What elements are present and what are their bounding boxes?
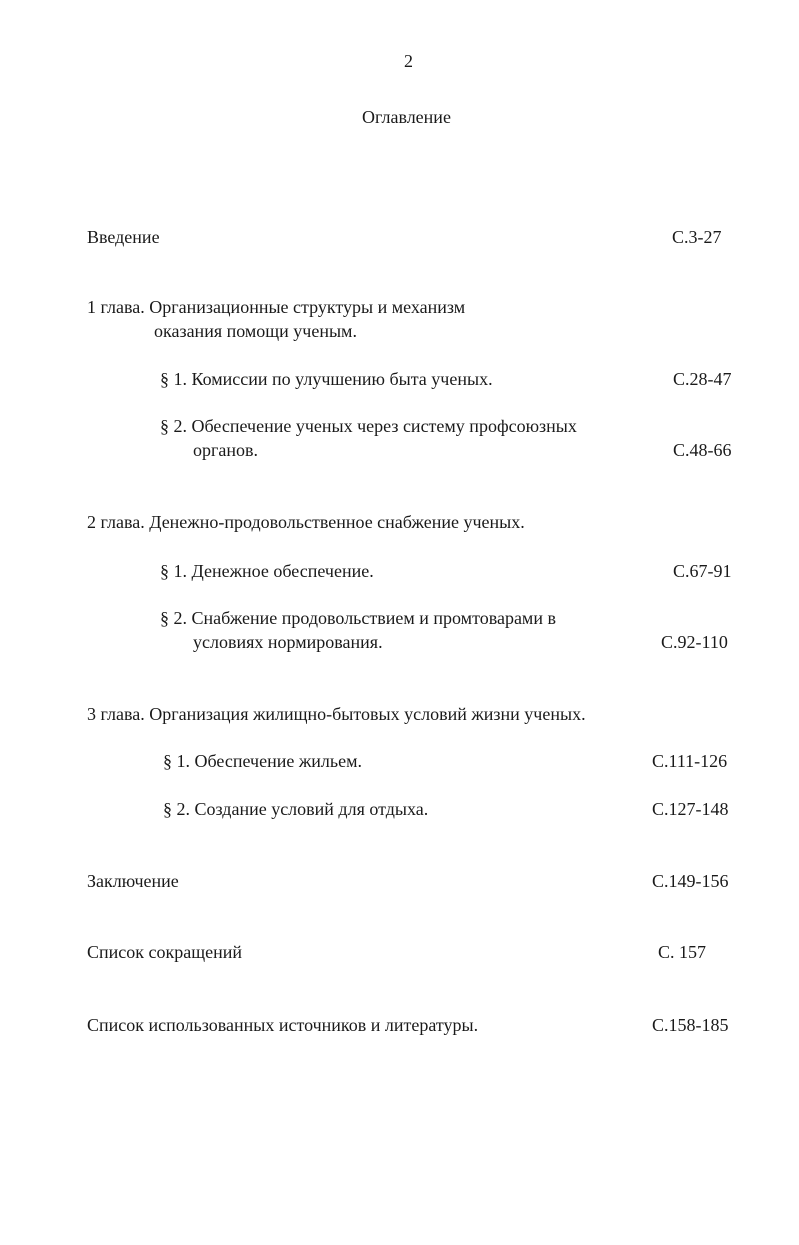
toc-entry-abbreviations-pages: С. 157	[658, 942, 707, 962]
toc-entry-abbreviations-label: Список сокращений	[87, 942, 242, 962]
toc-ch2-section-2-label: § 2. Снабжение продовольствием и промтоварами в	[160, 608, 556, 628]
toc-chapter-2-label: 2 глава. Денежно-продовольственное снабжение ученых.	[87, 512, 525, 532]
toc-ch1-section-2-pages: С.48-66	[673, 440, 732, 460]
toc-ch2-section-1-pages: С.67-91	[673, 561, 732, 581]
toc-ch3-section-2-pages: С.127-148	[652, 799, 729, 819]
toc-entry-conclusion-label: Заключение	[87, 871, 179, 891]
toc-entry-sources-pages: С.158-185	[652, 1015, 729, 1035]
toc-ch3-section-1-label: § 1. Обеспечение жильем.	[163, 751, 362, 771]
toc-chapter-3-label: 3 глава. Организация жилищно-бытовых условий жизни ученых.	[87, 704, 586, 724]
toc-entry-conclusion-pages: С.149-156	[652, 871, 729, 891]
toc-chapter-1-label: 1 глава. Организационные структуры и механизм	[87, 297, 466, 317]
toc-ch2-section-2-label-cont: условиях нормирования.	[193, 632, 383, 652]
toc-ch3-section-1-pages: С.111-126	[652, 751, 728, 771]
page-number: 2	[404, 51, 413, 71]
toc-ch3-section-2-label: § 2. Создание условий для отдыха.	[163, 799, 429, 819]
toc-entry-intro-pages: С.3-27	[672, 227, 722, 247]
toc-ch1-section-2-label: § 2. Обеспечение ученых через систему профсоюзных	[160, 416, 577, 436]
toc-chapter-1-label-cont: оказания помощи ученым.	[154, 321, 357, 341]
toc-ch1-section-1-pages: С.28-47	[673, 369, 732, 389]
toc-entry-intro-label: Введение	[87, 227, 160, 247]
toc-ch1-section-1-label: § 1. Комиссии по улучшению быта ученых.	[160, 369, 493, 389]
toc-ch2-section-2-pages: С.92-110	[661, 632, 728, 652]
toc-ch1-section-2-label-cont: органов.	[193, 440, 259, 460]
toc-title: Оглавление	[362, 107, 451, 127]
toc-entry-sources-label: Список использованных источников и литературы.	[87, 1015, 479, 1035]
toc-ch2-section-1-label: § 1. Денежное обеспечение.	[160, 561, 374, 581]
